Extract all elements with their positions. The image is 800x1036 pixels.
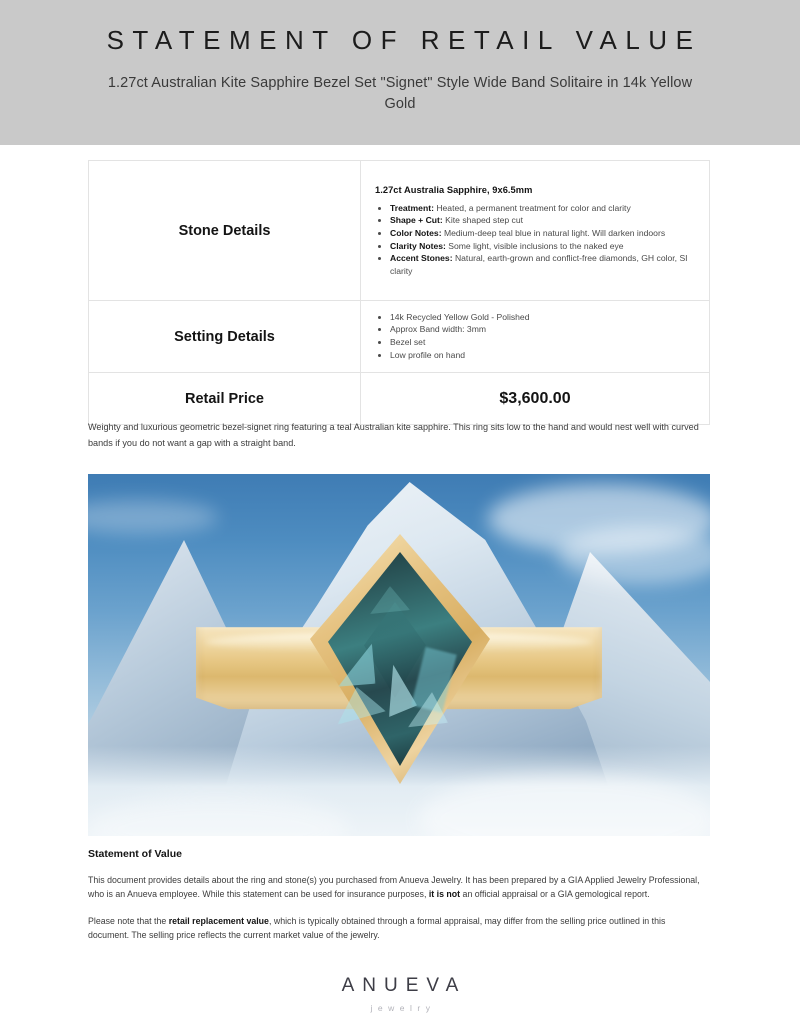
bullet-text: Kite shaped step cut — [442, 215, 524, 226]
list-item — [390, 227, 695, 239]
list-item: • Low profile on hand — [390, 349, 695, 361]
row-label-setting-details: Setting Details — [89, 301, 361, 373]
statement-of-value-heading: Statement of Value — [88, 848, 182, 860]
list-item: • Bezel set — [390, 336, 695, 348]
product-description: Weighty and luxurious geometric bezel-signet ring featuring a teal Australian kite sapphire. This ring sits low to the hand and would nest well with curved bands if you do not want a gap with a straight band. — [88, 422, 699, 448]
brand-name: ANUEVA — [341, 975, 467, 996]
brand-tagline: jewelry — [370, 1002, 436, 1013]
statement-paragraph-2 — [88, 914, 704, 943]
paragraph-text: , which is typically obtained through a formal appraisal, may differ from the selling price outlined in this document. The selling price reflects the current market value of the jewelry. — [88, 915, 666, 940]
statement-paragraph-1 — [88, 873, 704, 902]
bullet-term: Treatment: — [390, 202, 434, 213]
paragraph-text: Please note that the — [88, 915, 169, 926]
document-header — [0, 0, 800, 145]
row-label-stone-details: Stone Details — [89, 161, 361, 301]
statement-of-value-section — [88, 848, 704, 954]
page-title: STATEMENT OF RETAIL VALUE — [106, 25, 702, 55]
row-value-setting-details — [361, 301, 710, 373]
list-item — [390, 252, 695, 276]
stone-details-list — [375, 202, 695, 277]
bullet-term: Clarity Notes: — [390, 240, 446, 251]
list-item: • 14k Recycled Yellow Gold - Polished — [390, 311, 695, 323]
bullet-text: Some light, visible inclusions to the naked eye — [445, 240, 624, 251]
footer-logo — [0, 975, 800, 1013]
retail-price-value: $3,600.00 — [361, 373, 710, 425]
bullet-text: Natural, earth-grown and conflict-free diamonds, GH color, SI clarity — [390, 253, 688, 276]
bullet-term: Accent Stones: — [390, 253, 453, 264]
row-value-stone-details — [361, 161, 710, 301]
paragraph-emphasis: it is not — [428, 889, 461, 900]
paragraph-emphasis: retail replacement value — [168, 915, 269, 926]
table-row-setting-details — [89, 301, 710, 373]
table-row-retail-price — [89, 373, 710, 425]
row-label-retail-price: Retail Price — [89, 373, 361, 425]
list-item — [390, 202, 695, 214]
specification-table — [88, 160, 710, 425]
bullet-term: Color Notes: — [390, 228, 442, 239]
ring-illustration — [88, 474, 710, 836]
list-item: • Approx Band width: 3mm — [390, 323, 695, 335]
bullet-term: Shape + Cut: — [390, 215, 443, 226]
stone-summary-heading: 1.27ct Australia Sapphire, 9x6.5mm — [375, 184, 533, 195]
setting-details-list — [375, 311, 695, 361]
page-subtitle: 1.27ct Australian Kite Sapphire Bezel Set "Signet" Style Wide Band Solitaire in 14k Yellow Gold — [107, 74, 693, 112]
list-item — [390, 240, 695, 252]
paragraph-text: an official appraisal or a GIA gemological report. — [460, 889, 650, 900]
bullet-text: Heated, a permanent treatment for color and clarity — [433, 202, 631, 213]
bullet-text: Medium-deep teal blue in natural light. Will darken indoors — [441, 228, 666, 239]
paragraph-text: This document provides details about the ring and stone(s) you purchased from Anueva Jewelry. It has been prepared by a GIA Applied Jewelry Professional, who is an Anueva employee. While this statement can be used for insurance purposes, — [88, 875, 700, 900]
product-photo — [88, 474, 710, 836]
table-row-stone-details — [89, 161, 710, 301]
list-item — [390, 214, 695, 226]
